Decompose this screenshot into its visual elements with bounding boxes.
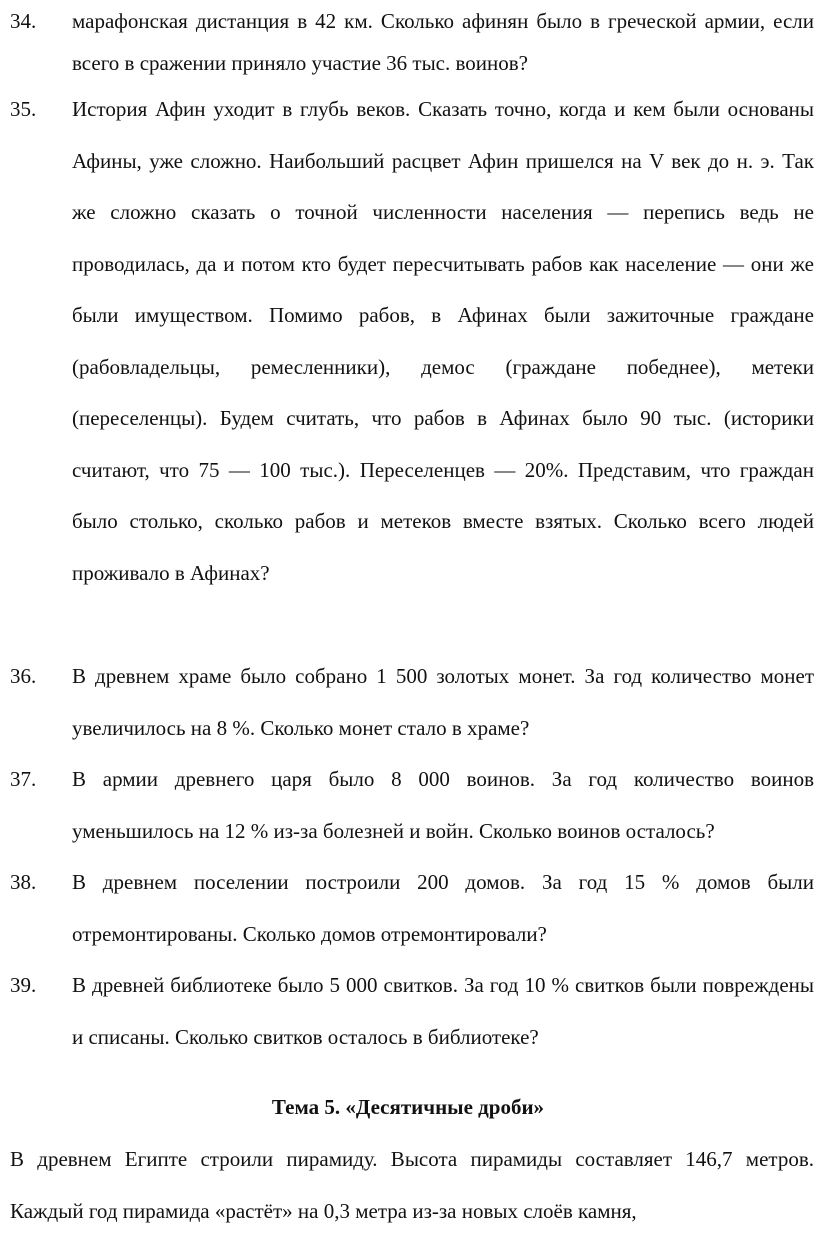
problem-number: 35. [10,97,37,121]
problem-number: 39. [10,973,37,997]
problem-text: В древнем храме было собрано 1 500 золотых монет. За год количество монет увеличилось на 8 %. Сколько монет стало в храме? [72,664,814,740]
problem-number: 34. [10,9,37,33]
problem-text: марафонская дистанция в 42 км. Сколько афинян было в греческой армии, если всего в сражении приняло участие 36 тыс. воинов? [72,9,814,75]
section-heading: Тема 5. «Десятичные дроби» [271,1095,545,1119]
problem-text: История Афин уходит в глубь веков. Сказать точно, когда и кем были основаны Афины, уже сложно. Наибольший расцвет Афин пришелся на V век до н. э. Так же сложно сказать о точной численности населения — перепись ведь не проводилась, да и потом кто будет пересчитывать рабов как население — они же были имуществом. Помимо рабов, в Афинах были зажиточные граждане (рабовладельцы, ремесленники), демос (граждане победнее), метеки (переселенцы). Будем считать, что рабов в Афинах было 90 тыс. (историки считают, что 75 — 100 тыс.). Переселенцев — 20%. Представим, что граждан было столько, сколько рабов и метеков вместе взятых. Сколько всего людей проживало в Афинах? [72,97,814,585]
problem-number: 37. [10,767,37,791]
problem-number: 38. [10,870,37,894]
section-paragraph: В древнем Египте строили пирамиду. Высота пирамиды составляет 146,7 метров. Каждый год пирамида «растёт» на 0,3 метра из-за новых слоёв камня, [10,1147,814,1223]
problem-number: 36. [10,664,37,688]
problem-text: В древнем поселении построили 200 домов. За год 15 % домов были отремонтированы. Сколько домов отремонтировали? [72,870,814,946]
problem-text: В древней библиотеке было 5 000 свитков. За год 10 % свитков были повреждены и списаны. Сколько свитков осталось в библиотеке? [72,973,814,1049]
problem-text: В армии древнего царя было 8 000 воинов. За год количество воинов уменьшилось на 12 % из-за болезней и войн. Сколько воинов осталось? [72,767,814,843]
